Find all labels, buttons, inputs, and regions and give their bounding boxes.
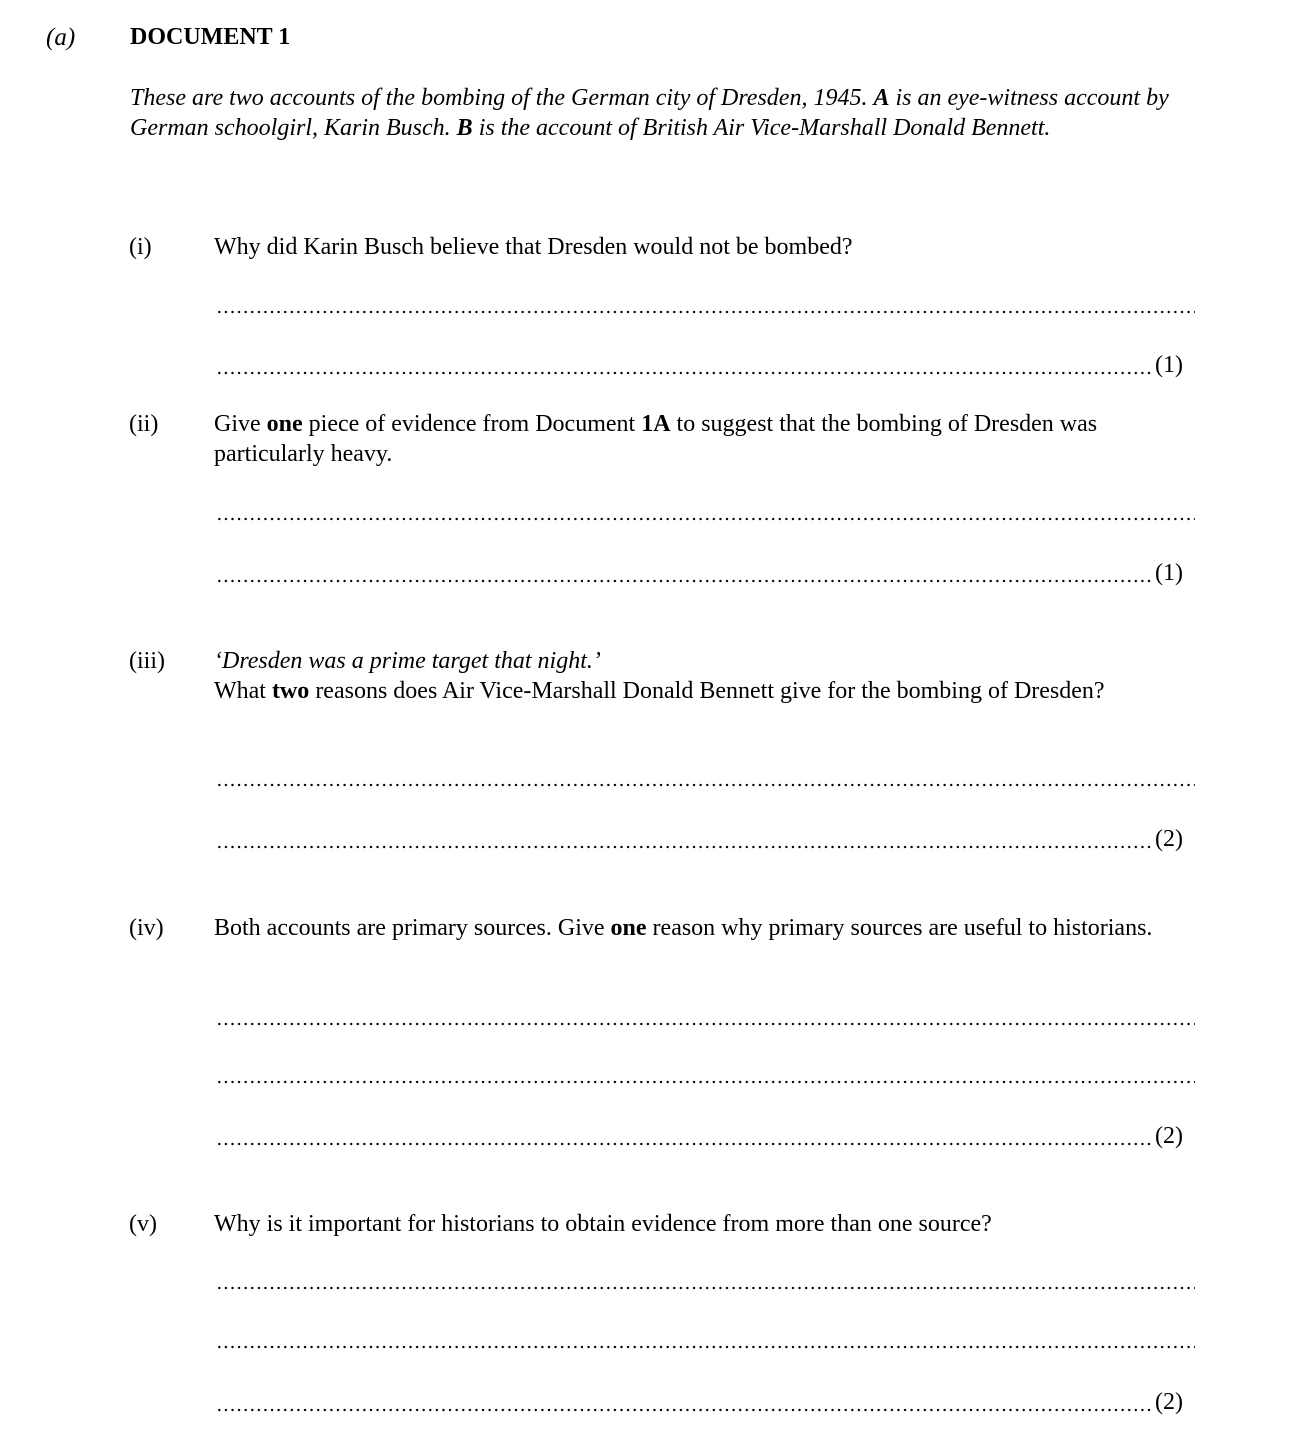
- question-emphasis: 1A: [641, 411, 671, 437]
- question-text-part: What: [214, 677, 272, 704]
- question-emphasis: two: [271, 677, 310, 704]
- dotted-line: [216, 569, 1151, 583]
- answer-line[interactable]: [216, 1122, 1195, 1150]
- dotted-line: [216, 1012, 1195, 1026]
- document-title: DOCUMENT 1: [130, 24, 291, 50]
- marks-label: (2): [1155, 1123, 1183, 1149]
- answer-line[interactable]: [216, 1388, 1195, 1416]
- answer-line[interactable]: [216, 1266, 1195, 1294]
- dotted-line: [216, 300, 1195, 314]
- dotted-line: [216, 361, 1151, 375]
- question-number: (iv): [129, 915, 164, 941]
- marks-label: (1): [1155, 352, 1183, 378]
- answer-line[interactable]: [216, 290, 1195, 318]
- marks-label: (2): [1155, 826, 1183, 852]
- dotted-line: [216, 1276, 1195, 1290]
- answer-line[interactable]: [216, 825, 1195, 853]
- question-text: Why is it important for historians to obtain evidence from more than one source?: [214, 1211, 992, 1237]
- question-text-part: reason why primary sources are useful to historians.: [646, 915, 1153, 941]
- question-number: (ii): [129, 411, 159, 437]
- intro-text: is an eye-witness account by German schoolgirl, Karin Busch.: [130, 85, 1169, 141]
- question-number: (v): [129, 1211, 157, 1237]
- answer-line[interactable]: [216, 559, 1195, 587]
- question-quote: ‘Dresden was a prime target that night.’: [214, 648, 601, 674]
- question-text: [214, 647, 1194, 706]
- question-text: [214, 914, 1194, 944]
- answer-line[interactable]: [216, 1002, 1195, 1030]
- part-label: (a): [46, 24, 76, 51]
- intro-source-a: A: [873, 85, 890, 111]
- dotted-line: [216, 1398, 1151, 1412]
- question-text-part: Give: [214, 411, 267, 437]
- question-number: (iii): [129, 648, 165, 674]
- marks-label: (2): [1155, 1389, 1183, 1415]
- dotted-line: [216, 1335, 1195, 1349]
- dotted-line: [216, 1070, 1195, 1084]
- question-text-part: to suggest that the bombing of Dresden was particularly heavy.: [214, 411, 1098, 467]
- question-text: Why did Karin Busch believe that Dresden would not be bombed?: [214, 234, 853, 260]
- question-text: [214, 410, 1194, 469]
- marks-label: (1): [1155, 560, 1183, 586]
- question-number: (i): [129, 234, 152, 260]
- dotted-line: [216, 1132, 1151, 1146]
- intro-text: These are two accounts of the bombing of the German city of Dresden, 1945.: [130, 85, 874, 111]
- answer-line[interactable]: [216, 1325, 1195, 1353]
- answer-line[interactable]: [216, 497, 1195, 525]
- question-text-part: reasons does Air Vice-Marshall Donald Bennett give for the bombing of Dresden?: [309, 677, 1105, 704]
- dotted-line: [216, 507, 1195, 521]
- question-emphasis: one: [266, 411, 303, 437]
- question-text-part: Both accounts are primary sources. Give: [214, 915, 611, 941]
- dotted-line: [216, 835, 1151, 849]
- question-emphasis: one: [610, 915, 647, 941]
- intro-source-b: B: [456, 114, 473, 141]
- document-intro: [130, 84, 1190, 143]
- answer-line[interactable]: [216, 763, 1195, 791]
- intro-text: is the account of British Air Vice-Marshall Donald Bennett.: [472, 114, 1051, 141]
- dotted-line: [216, 773, 1195, 787]
- question-text-part: piece of evidence from Document: [302, 411, 642, 437]
- answer-line[interactable]: [216, 1060, 1195, 1088]
- answer-line[interactable]: [216, 351, 1195, 379]
